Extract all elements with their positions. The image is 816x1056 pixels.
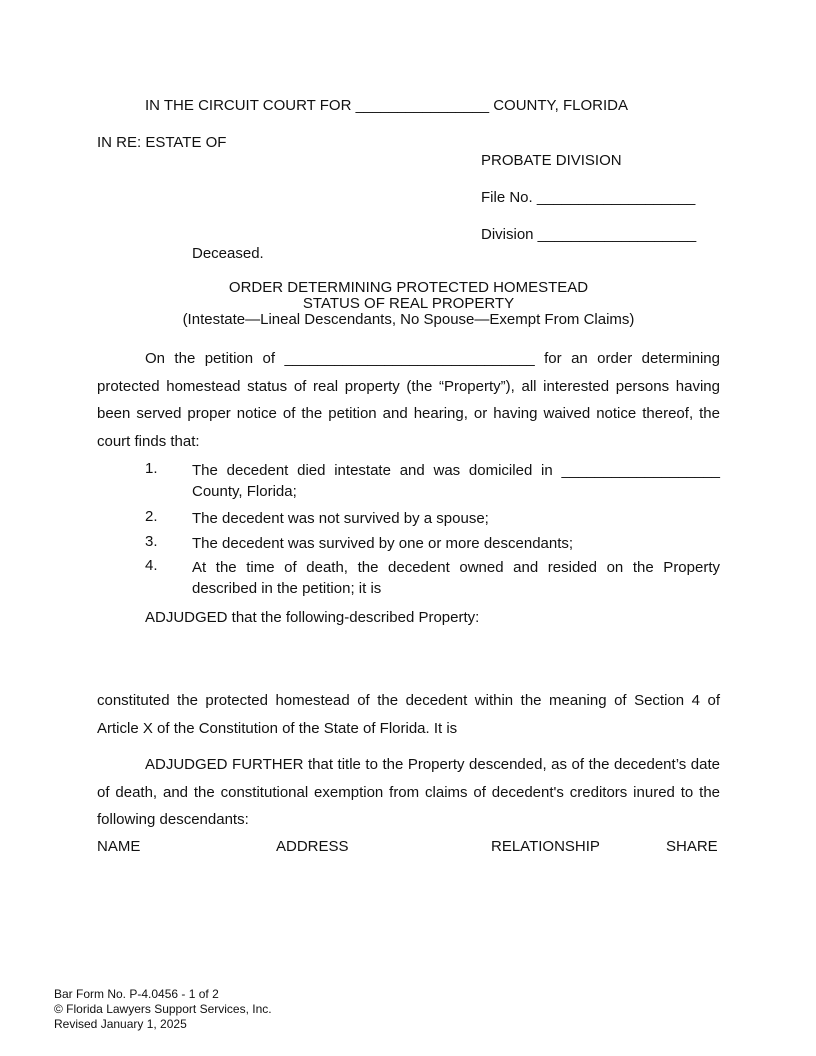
constituted-paragraph: constituted the protected homestead of the decedent within the meaning of Section 4 of Article X of the Constitution of the State of Florida. It is <box>97 692 720 737</box>
probate-division: PROBATE DIVISION <box>481 152 622 169</box>
column-address: ADDRESS <box>276 838 349 855</box>
title-line-3: (Intestate—Lineal Descendants, No Spouse—Exempt From Claims) <box>182 311 635 328</box>
court-heading: IN THE CIRCUIT COURT FOR ________________ COUNTY, FLORIDA <box>145 97 628 114</box>
finding-number: 2. <box>145 508 158 525</box>
finding-text: The decedent was survived by one or more descendants; <box>192 535 574 552</box>
footer <box>54 987 272 1032</box>
finding-text: The decedent died intestate and was domiciled in ___________________ County, Florida; <box>192 462 720 500</box>
petition-paragraph: On the petition of ______________________________ for an order determining protected homestead status of real property (the “Property”), all interested persons having been served proper notice of the petition and hearing, or having waived notice thereof, the court finds that: <box>97 350 720 450</box>
document-title <box>97 280 720 328</box>
finding-number: 1. <box>145 460 158 477</box>
deceased-label: Deceased. <box>192 245 264 262</box>
finding-text: The decedent was not survived by a spouse; <box>192 510 489 527</box>
column-name: NAME <box>97 838 141 855</box>
finding-text: At the time of death, the decedent owned and resided on the Property described in the petition; it is <box>192 559 720 597</box>
column-share: SHARE <box>666 838 718 855</box>
adjudged-further-paragraph: ADJUDGED FURTHER that title to the Property descended, as of the decedent’s date of death, and the constitutional exemption from claims of decedent's creditors inured to the following descendants: <box>97 756 720 828</box>
form-number: Bar Form No. P-4.0456 - 1 of 2 <box>54 987 219 1001</box>
revised-date: Revised January 1, 2025 <box>54 1017 187 1031</box>
division-field: Division ___________________ <box>481 226 697 243</box>
title-line-2: STATUS OF REAL PROPERTY <box>302 295 515 312</box>
copyright: © Florida Lawyers Support Services, Inc. <box>54 1002 272 1016</box>
finding-number: 4. <box>145 557 158 574</box>
adjudged-property: ADJUDGED that the following-described Property: <box>145 609 480 626</box>
title-line-1: ORDER DETERMINING PROTECTED HOMESTEAD <box>228 279 589 296</box>
in-re-label: IN RE: ESTATE OF <box>97 134 227 151</box>
column-relationship: RELATIONSHIP <box>491 838 600 855</box>
finding-number: 3. <box>145 533 158 550</box>
file-number-field: File No. ___________________ <box>481 189 696 206</box>
